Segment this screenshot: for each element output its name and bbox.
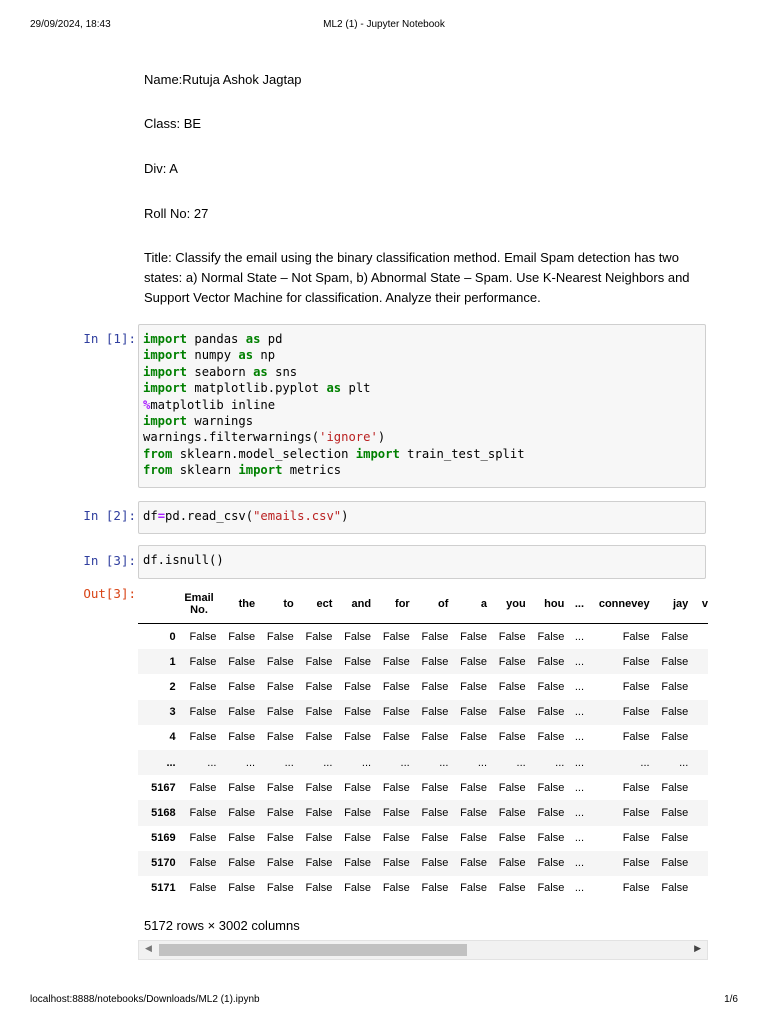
table-header-row	[138, 585, 708, 624]
column-header: the	[216, 585, 255, 624]
table-cell: False	[460, 857, 488, 870]
column-header: ect	[294, 585, 333, 624]
table-cell-overflow	[688, 800, 708, 825]
table-row	[138, 851, 708, 876]
table-cell: False	[189, 857, 217, 870]
table-cell: False	[498, 731, 526, 744]
code-token: df	[143, 509, 158, 523]
row-index: 5168	[151, 806, 176, 819]
code-cell-1[interactable]	[138, 324, 706, 488]
code-cell-2[interactable]	[138, 501, 706, 534]
code-token: from	[143, 446, 173, 461]
code-token: 'ignore'	[319, 430, 378, 445]
table-cell-overflow	[688, 725, 708, 750]
table-cell: False	[537, 806, 565, 819]
table-cell-overflow	[688, 775, 708, 800]
table-cell: ...	[477, 756, 488, 769]
table-cell: False	[344, 832, 372, 845]
table-cell: ...	[400, 756, 410, 769]
table-cell: False	[421, 832, 449, 845]
input-prompt: In [3]:	[83, 553, 136, 568]
code-token: matplotlib inline	[150, 397, 276, 412]
column-header: of	[410, 585, 449, 624]
table-row	[138, 750, 708, 775]
table-cell: ...	[679, 756, 689, 769]
table-cell: ...	[574, 630, 585, 643]
table-row	[138, 674, 708, 699]
table-row	[138, 649, 708, 674]
table-cell: False	[189, 655, 217, 668]
table-cell: False	[421, 655, 449, 668]
row-index: 0	[169, 630, 176, 643]
table-cell: False	[344, 857, 372, 870]
table-cell: False	[537, 706, 565, 719]
column-header: Email No.	[176, 585, 217, 624]
table-cell: False	[498, 857, 526, 870]
code-token: sns	[267, 364, 298, 379]
table-cell-overflow	[688, 700, 708, 725]
row-index: 5167	[151, 781, 176, 794]
table-cell: False	[622, 832, 650, 845]
table-cell: False	[266, 655, 294, 668]
table-row	[138, 725, 708, 750]
table-cell: False	[228, 882, 256, 895]
table-cell: False	[305, 731, 333, 744]
table-cell: False	[661, 630, 689, 643]
table-cell: False	[305, 781, 333, 794]
table-cell: ...	[574, 857, 585, 870]
table-cell: False	[266, 857, 294, 870]
table-row	[138, 876, 708, 901]
table-cell: False	[305, 832, 333, 845]
table-cell: False	[537, 655, 565, 668]
student-name: Name:Rutuja Ashok Jagtap	[144, 72, 302, 87]
table-cell: ...	[323, 756, 333, 769]
table-cell: False	[622, 706, 650, 719]
table-cell: False	[228, 680, 256, 693]
table-cell: False	[421, 731, 449, 744]
table-cell: False	[382, 680, 410, 693]
code-token: %	[143, 397, 151, 412]
table-row	[138, 775, 708, 800]
table-cell: False	[382, 806, 410, 819]
table-cell: False	[344, 706, 372, 719]
title-line: Support Vector Machine for classification. Analyze their performance.	[144, 290, 541, 305]
print-datetime: 29/09/2024, 18:43	[30, 19, 111, 30]
code-editor[interactable]	[139, 325, 705, 479]
table-cell: ...	[284, 756, 294, 769]
table-cell: False	[460, 706, 488, 719]
table-cell: False	[266, 781, 294, 794]
scroll-right-arrow-icon[interactable]: ▶	[694, 943, 701, 953]
table-cell: False	[228, 806, 256, 819]
table-row	[138, 826, 708, 851]
row-index: 5169	[151, 832, 176, 845]
table-row	[138, 624, 708, 650]
table-cell-overflow	[688, 876, 708, 901]
code-token: )	[341, 509, 349, 523]
table-cell: False	[622, 680, 650, 693]
table-cell: False	[305, 655, 333, 668]
table-cell: False	[228, 781, 256, 794]
code-token: pandas	[187, 332, 246, 346]
table-cell: False	[421, 680, 449, 693]
code-token: df.isnull()	[143, 553, 224, 567]
table-cell: False	[189, 680, 217, 693]
table-cell: False	[622, 882, 650, 895]
table-cell: False	[189, 882, 217, 895]
table-cell: False	[344, 655, 372, 668]
table-cell: False	[382, 857, 410, 870]
table-cell: False	[537, 630, 565, 643]
table-cell: False	[382, 781, 410, 794]
table-cell: False	[498, 832, 526, 845]
table-cell: False	[460, 655, 488, 668]
table-body	[138, 624, 708, 902]
code-token: as	[253, 364, 268, 379]
column-header: you	[487, 585, 526, 624]
row-index: 2	[169, 680, 176, 693]
table-cell: ...	[574, 756, 585, 769]
table-cell: False	[498, 630, 526, 643]
table-cell: ...	[245, 756, 256, 769]
code-token: plt	[341, 381, 371, 396]
code-token: matplotlib.pyplot	[187, 381, 327, 396]
table-cell: False	[460, 680, 488, 693]
table-cell: False	[460, 832, 488, 845]
table-cell: False	[661, 832, 689, 845]
table-cell: False	[537, 781, 565, 794]
scrollbar-thumb[interactable]	[159, 944, 467, 956]
table-cell: False	[498, 706, 526, 719]
table-cell: False	[228, 832, 256, 845]
code-token: warnings.filterwarnings(	[143, 430, 320, 445]
table-cell: False	[622, 781, 650, 794]
table-cell: False	[305, 630, 333, 643]
table-cell: False	[498, 680, 526, 693]
table-cell: False	[382, 655, 410, 668]
row-index: 4	[169, 731, 176, 744]
table-row	[138, 700, 708, 725]
code-token: pd.read_csv(	[165, 509, 254, 523]
table-cell: False	[622, 655, 650, 668]
table-cell: False	[266, 832, 294, 845]
column-header: to	[255, 585, 294, 624]
print-page-number: 1/6	[724, 994, 738, 1005]
code-token: sklearn.model_selection	[172, 446, 356, 461]
dataframe-table	[138, 585, 708, 901]
table-cell: False	[661, 882, 689, 895]
column-header: jay	[650, 585, 689, 624]
code-token: from	[143, 463, 173, 478]
student-roll: Roll No: 27	[144, 206, 209, 221]
table-cell: False	[421, 806, 449, 819]
table-cell: ...	[574, 882, 585, 895]
table-cell: False	[421, 857, 449, 870]
table-cell: False	[344, 781, 372, 794]
table-cell: False	[460, 882, 488, 895]
code-token: import	[143, 332, 188, 346]
column-header: connevey	[584, 585, 650, 624]
column-header: for	[371, 585, 410, 624]
table-cell: False	[266, 731, 294, 744]
dataframe-shape: 5172 rows × 3002 columns	[144, 918, 300, 933]
table-cell: False	[266, 630, 294, 643]
table-cell: False	[421, 706, 449, 719]
table-cell: False	[460, 781, 488, 794]
input-prompt: In [1]:	[83, 331, 136, 346]
code-token: np	[253, 348, 276, 363]
table-cell: False	[305, 680, 333, 693]
table-cell: False	[266, 680, 294, 693]
student-class: Class: BE	[144, 116, 202, 131]
column-header: hou	[526, 585, 565, 624]
horizontal-scrollbar[interactable]	[138, 940, 708, 960]
table-cell: False	[305, 857, 333, 870]
table-cell: False	[228, 630, 256, 643]
code-token: import	[355, 446, 400, 461]
table-cell: False	[661, 806, 689, 819]
row-index: ...	[166, 756, 176, 769]
table-cell: False	[305, 882, 333, 895]
table-cell: False	[661, 655, 689, 668]
scroll-left-arrow-icon[interactable]: ◀	[145, 943, 152, 953]
code-editor[interactable]	[139, 546, 705, 568]
column-header: ...	[564, 585, 584, 624]
table-cell: ...	[516, 756, 526, 769]
table-cell: False	[622, 630, 650, 643]
table-cell: False	[661, 731, 689, 744]
table-cell-overflow	[688, 624, 708, 650]
code-token: as	[326, 381, 342, 396]
table-cell: False	[661, 680, 689, 693]
code-token: )	[377, 430, 386, 445]
code-token: import	[143, 364, 188, 379]
table-cell: False	[622, 857, 650, 870]
table-cell: False	[266, 806, 294, 819]
code-cell-3[interactable]	[138, 545, 706, 579]
table-cell: False	[498, 781, 526, 794]
code-token: import	[143, 414, 188, 429]
table-cell: False	[661, 857, 689, 870]
table-cell: False	[622, 731, 650, 744]
row-index: 5171	[151, 882, 176, 895]
table-cell: False	[661, 706, 689, 719]
table-cell: False	[421, 630, 449, 643]
code-editor[interactable]	[139, 502, 705, 524]
table-cell: False	[460, 731, 488, 744]
table-cell-overflow	[688, 851, 708, 876]
table-cell: False	[344, 882, 372, 895]
table-cell: False	[661, 781, 689, 794]
table-cell: ...	[574, 655, 585, 668]
table-cell: False	[189, 806, 217, 819]
table-cell: False	[344, 731, 372, 744]
code-token: import	[143, 348, 188, 363]
table-cell: False	[382, 731, 410, 744]
table-cell: False	[421, 882, 449, 895]
row-index: 1	[169, 655, 176, 668]
table-cell: False	[382, 882, 410, 895]
table-cell: False	[537, 680, 565, 693]
table-cell: ...	[555, 756, 565, 769]
table-cell: False	[537, 882, 565, 895]
code-token: as	[245, 332, 261, 346]
table-cell: ...	[361, 756, 372, 769]
output-prompt: Out[3]:	[83, 586, 136, 601]
code-token: import	[143, 381, 188, 396]
table-cell: ...	[640, 756, 650, 769]
table-cell: False	[266, 882, 294, 895]
code-token: "emails.csv"	[253, 509, 342, 523]
table-cell: False	[189, 832, 217, 845]
table-cell-overflow	[688, 674, 708, 699]
student-div: Div: A	[144, 161, 178, 176]
table-cell: False	[344, 680, 372, 693]
table-cell: ...	[574, 731, 585, 744]
row-index: 3	[169, 706, 176, 719]
table-cell: False	[305, 706, 333, 719]
table-cell: False	[305, 806, 333, 819]
code-token: sklearn	[172, 463, 239, 478]
column-header: and	[332, 585, 371, 624]
table-cell: False	[228, 857, 256, 870]
dataframe-output	[138, 585, 708, 905]
table-row	[138, 800, 708, 825]
table-cell: False	[460, 630, 488, 643]
table-cell-overflow	[688, 649, 708, 674]
code-token: train_test_split	[399, 446, 525, 461]
table-cell: False	[382, 630, 410, 643]
code-token: =	[157, 509, 166, 523]
column-header: v	[688, 585, 708, 624]
table-cell: False	[537, 832, 565, 845]
table-cell: False	[537, 731, 565, 744]
index-header	[138, 585, 176, 624]
table-cell: False	[382, 832, 410, 845]
table-cell: ...	[574, 806, 585, 819]
table-cell: False	[382, 706, 410, 719]
table-cell: ...	[439, 756, 449, 769]
table-cell: False	[228, 655, 256, 668]
code-token: warnings	[187, 414, 254, 429]
code-token: import	[238, 463, 283, 478]
table-cell: False	[344, 806, 372, 819]
table-cell: False	[537, 857, 565, 870]
assignment-title	[144, 248, 714, 308]
table-cell: ...	[574, 680, 585, 693]
code-token: seaborn	[187, 364, 254, 379]
table-cell: False	[189, 781, 217, 794]
code-token: numpy	[187, 348, 239, 363]
table-cell: False	[189, 731, 217, 744]
table-cell-overflow	[688, 750, 708, 775]
table-cell: ...	[574, 706, 585, 719]
table-cell: ...	[574, 832, 585, 845]
table-cell: False	[228, 706, 256, 719]
print-title: ML2 (1) - Jupyter Notebook	[323, 19, 445, 30]
row-index: 5170	[151, 857, 176, 870]
table-cell: False	[460, 806, 488, 819]
table-cell: False	[228, 731, 256, 744]
code-token: pd	[260, 332, 283, 346]
table-cell: False	[498, 655, 526, 668]
print-url: localhost:8888/notebooks/Downloads/ML2 (1).ipynb	[30, 994, 260, 1005]
table-cell: False	[189, 706, 217, 719]
table-cell: False	[498, 882, 526, 895]
column-header: a	[448, 585, 487, 624]
code-token: as	[238, 348, 254, 363]
table-cell: False	[344, 630, 372, 643]
input-prompt: In [2]:	[83, 508, 136, 523]
title-line: Title: Classify the email using the binary classification method. Email Spam detection has two	[144, 250, 679, 265]
title-line: states: a) Normal State – Not Spam, b) Abnormal State – Spam. Use K-Nearest Neighbors and	[144, 270, 690, 285]
table-cell: ...	[574, 781, 585, 794]
table-cell: False	[266, 706, 294, 719]
table-cell: False	[498, 806, 526, 819]
table-cell: False	[421, 781, 449, 794]
table-cell: False	[622, 806, 650, 819]
code-token: metrics	[282, 463, 342, 478]
table-cell-overflow	[688, 826, 708, 851]
table-cell: False	[189, 630, 217, 643]
table-cell: ...	[207, 756, 217, 769]
